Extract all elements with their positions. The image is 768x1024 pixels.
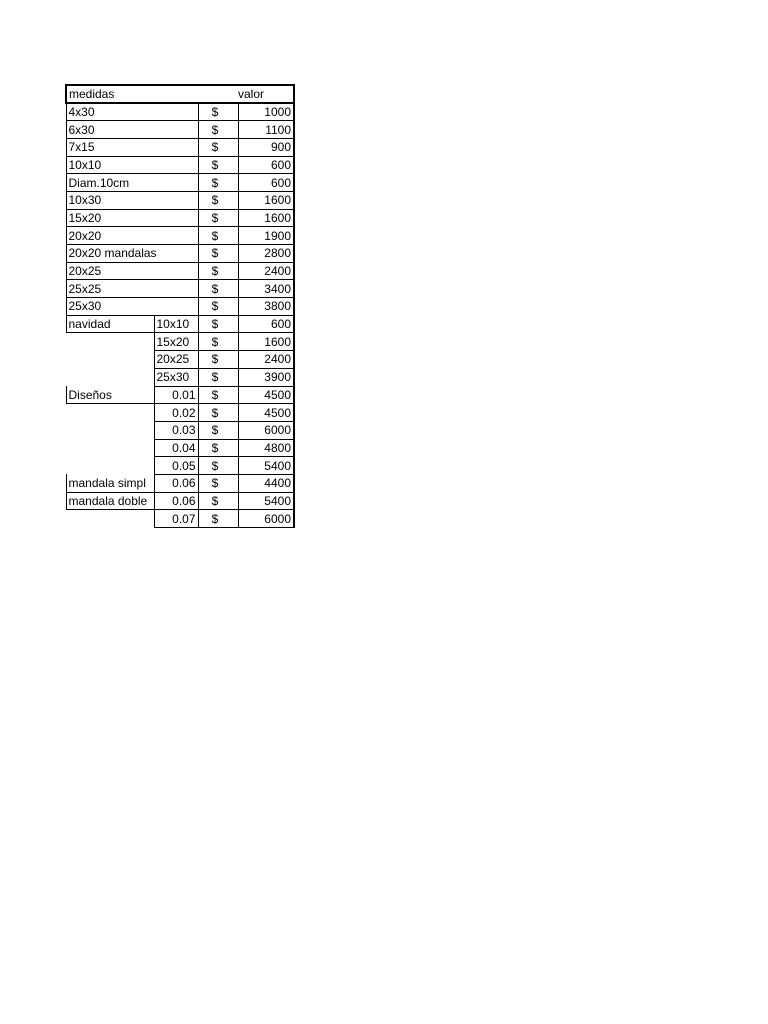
navidad-size: 25x30 xyxy=(154,368,198,386)
table-row xyxy=(66,421,294,439)
table-row xyxy=(66,156,294,174)
currency-symbol: $ xyxy=(198,474,238,492)
size-label: 10x10 xyxy=(66,156,198,174)
size-label: 7x15 xyxy=(66,138,198,156)
table-row xyxy=(66,510,294,528)
currency-symbol: $ xyxy=(198,103,238,121)
currency-symbol: $ xyxy=(198,298,238,316)
size-label: 10x30 xyxy=(66,191,198,209)
empty-cell xyxy=(66,404,154,422)
table-row xyxy=(66,227,294,245)
size-label: 4x30 xyxy=(66,103,198,121)
price-value: 4800 xyxy=(238,439,294,457)
price-value: 3800 xyxy=(238,298,294,316)
design-code: 0.06 xyxy=(154,492,198,510)
currency-symbol: $ xyxy=(198,421,238,439)
design-code: 0.01 xyxy=(154,386,198,404)
empty-cell xyxy=(66,333,154,351)
table-row xyxy=(66,492,294,510)
size-label: 15x20 xyxy=(66,209,198,227)
price-value: 6000 xyxy=(238,510,294,528)
empty-cell xyxy=(66,368,154,386)
table-row xyxy=(66,298,294,316)
empty-cell xyxy=(66,457,154,475)
currency-symbol: $ xyxy=(198,191,238,209)
size-label: 20x20 mandalas xyxy=(66,245,198,263)
header-medidas: medidas xyxy=(66,85,238,103)
price-value: 6000 xyxy=(238,421,294,439)
mandala-label: mandala doble xyxy=(66,492,154,510)
table-row xyxy=(66,262,294,280)
table-row xyxy=(66,121,294,139)
price-value: 1100 xyxy=(238,121,294,139)
currency-symbol: $ xyxy=(198,492,238,510)
currency-symbol: $ xyxy=(198,386,238,404)
price-value: 600 xyxy=(238,315,294,333)
price-value: 1600 xyxy=(238,333,294,351)
currency-symbol: $ xyxy=(198,280,238,298)
currency-symbol: $ xyxy=(198,439,238,457)
currency-symbol: $ xyxy=(198,245,238,263)
table-row xyxy=(66,474,294,492)
table-row xyxy=(66,386,294,404)
table-row xyxy=(66,351,294,369)
table-row xyxy=(66,138,294,156)
price-value: 5400 xyxy=(238,492,294,510)
currency-symbol: $ xyxy=(198,333,238,351)
header-valor: valor xyxy=(238,85,294,103)
price-value: 1900 xyxy=(238,227,294,245)
table-row xyxy=(66,368,294,386)
currency-symbol: $ xyxy=(198,156,238,174)
currency-symbol: $ xyxy=(198,457,238,475)
price-value: 2400 xyxy=(238,262,294,280)
size-label: 25x30 xyxy=(66,298,198,316)
design-code: 0.04 xyxy=(154,439,198,457)
navidad-size: 10x10 xyxy=(154,315,198,333)
design-code: 0.03 xyxy=(154,421,198,439)
disenos-label: Diseños xyxy=(66,386,154,404)
price-value: 3400 xyxy=(238,280,294,298)
currency-symbol: $ xyxy=(198,510,238,528)
design-code: 0.07 xyxy=(154,510,198,528)
price-value: 2800 xyxy=(238,245,294,263)
navidad-label: navidad xyxy=(66,315,154,333)
price-value: 5400 xyxy=(238,457,294,475)
size-label: Diam.10cm xyxy=(66,174,198,192)
price-value: 3900 xyxy=(238,368,294,386)
size-label: 25x25 xyxy=(66,280,198,298)
empty-cell xyxy=(66,421,154,439)
price-value: 4400 xyxy=(238,474,294,492)
table-row xyxy=(66,245,294,263)
empty-cell xyxy=(66,351,154,369)
table-row xyxy=(66,457,294,475)
currency-symbol: $ xyxy=(198,368,238,386)
table-row xyxy=(66,174,294,192)
design-code: 0.06 xyxy=(154,474,198,492)
size-label: 20x25 xyxy=(66,262,198,280)
price-table xyxy=(65,84,295,528)
price-value: 600 xyxy=(238,174,294,192)
price-value: 1600 xyxy=(238,209,294,227)
currency-symbol: $ xyxy=(198,227,238,245)
price-value: 900 xyxy=(238,138,294,156)
table-row xyxy=(66,209,294,227)
price-value: 2400 xyxy=(238,351,294,369)
currency-symbol: $ xyxy=(198,138,238,156)
table-row xyxy=(66,191,294,209)
price-value: 1000 xyxy=(238,103,294,121)
table-row xyxy=(66,280,294,298)
price-value: 600 xyxy=(238,156,294,174)
price-value: 1600 xyxy=(238,191,294,209)
table-row xyxy=(66,404,294,422)
price-value: 4500 xyxy=(238,404,294,422)
size-label: 6x30 xyxy=(66,121,198,139)
currency-symbol: $ xyxy=(198,351,238,369)
table-row xyxy=(66,439,294,457)
currency-symbol: $ xyxy=(198,404,238,422)
design-code: 0.02 xyxy=(154,404,198,422)
currency-symbol: $ xyxy=(198,315,238,333)
navidad-size: 15x20 xyxy=(154,333,198,351)
table-row xyxy=(66,315,294,333)
table-row xyxy=(66,333,294,351)
size-label: 20x20 xyxy=(66,227,198,245)
empty-cell xyxy=(66,439,154,457)
empty-cell xyxy=(66,510,154,528)
navidad-size: 20x25 xyxy=(154,351,198,369)
mandala-label: mandala simpl xyxy=(66,474,154,492)
header-row xyxy=(66,85,294,103)
currency-symbol: $ xyxy=(198,262,238,280)
price-value: 4500 xyxy=(238,386,294,404)
currency-symbol: $ xyxy=(198,174,238,192)
currency-symbol: $ xyxy=(198,121,238,139)
currency-symbol: $ xyxy=(198,209,238,227)
design-code: 0.05 xyxy=(154,457,198,475)
table-row xyxy=(66,103,294,121)
